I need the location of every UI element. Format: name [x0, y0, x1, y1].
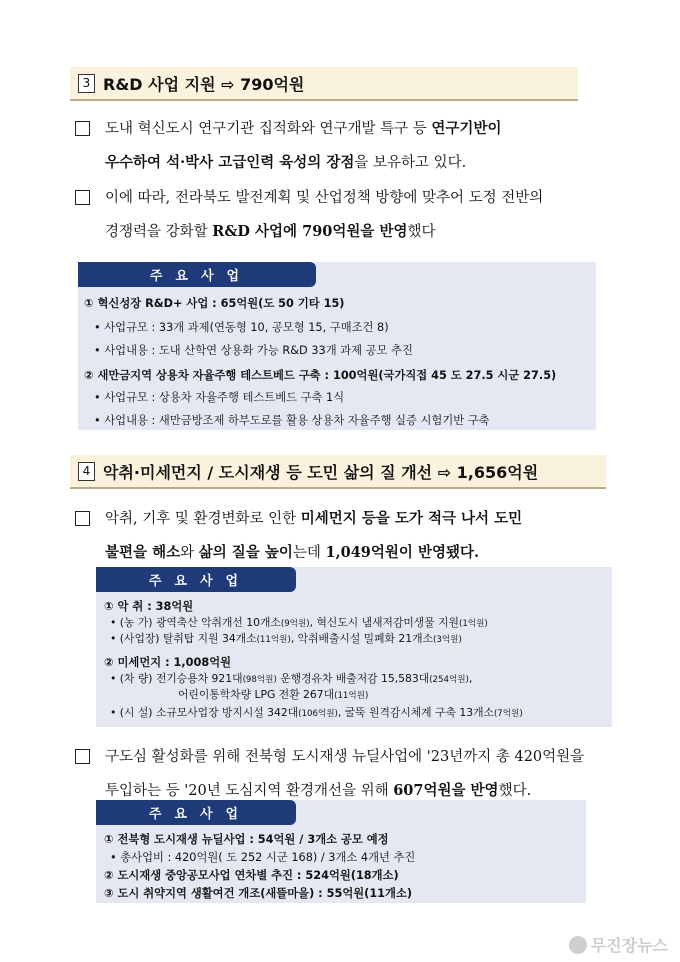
square-bullet-icon — [75, 511, 90, 526]
project-detail — [110, 631, 462, 646]
section3-number: 3 — [78, 74, 95, 93]
text-run: • (농 가) 광역축산 악취개선 10개소 — [110, 616, 281, 629]
text-run: , 악취배출시설 밀폐화 21개소 — [290, 632, 434, 645]
section4-main-projects-panel-2 — [96, 800, 586, 903]
amount-note: (9억원) — [280, 619, 310, 629]
bold-run: R&D 사업에 790억원을 반영 — [212, 223, 408, 240]
project-detail — [110, 615, 488, 630]
bold-run: 607억원을 반영 — [393, 782, 499, 799]
text-run: 을 보유하고 있다. — [354, 155, 467, 171]
paragraph-line: 이에 따라, 전라북도 발전계획 및 산업정책 방향에 맞추어 도정 전반의 — [105, 190, 544, 206]
project-detail — [110, 705, 523, 720]
text-run: 도내 혁신도시 연구기관 집적화와 연구개발 특구 등 — [105, 121, 432, 137]
paragraph-line — [75, 215, 620, 249]
section4-number: 4 — [78, 462, 95, 481]
bold-run: 미세먼지 등을 도가 적극 나서 도민 — [300, 510, 523, 527]
project-detail: • 사업내용 : 도내 산학연 상용화 가능 R&D 33개 과제 공모 추진 — [94, 344, 413, 357]
text-run: 악취, 기후 및 환경변화로 인한 — [105, 511, 301, 527]
project-heading: ① 전북형 도시재생 뉴딜사업 : 54억원 / 3개소 공모 예정 — [104, 833, 389, 846]
amount-note: (11억원) — [256, 635, 291, 645]
project-detail: • 사업규모 : 상용차 자율주행 테스트베드 구축 1식 — [94, 391, 345, 404]
project-detail — [178, 687, 368, 702]
amount-note: (98억원) — [242, 675, 277, 685]
project-heading: ② 미세먼지 : 1,008억원 — [104, 656, 232, 669]
section3-header — [70, 67, 578, 101]
section3-main-projects-panel — [78, 262, 596, 430]
bold-run: 우수하여 석·박사 고급인력 육성의 장점 — [105, 154, 355, 171]
watermark-text: 무진장뉴스 — [590, 936, 668, 955]
text-run: , 혁신도시 냄새저감미생물 지원 — [309, 616, 459, 629]
bold-run: 1,049억원이 반영됐다. — [325, 544, 480, 561]
text-run: 했다. — [498, 783, 532, 799]
section4-title: 악취·미세먼지 / 도시재생 등 도민 삶의 질 개선 ⇨ 1,656억원 — [103, 462, 539, 482]
amount-note: (1억원) — [458, 619, 488, 629]
panel-title: 주요사업 — [96, 800, 296, 825]
project-heading: ② 도시재생 중앙공모사업 연차별 추진 : 524억원(18개소) — [104, 869, 399, 882]
project-heading: ② 새만금지역 상용차 자율주행 테스트베드 구축 : 100억원(국가직접 45 도 27.5 시군 27.5) — [84, 369, 557, 382]
paragraph-line — [75, 502, 620, 536]
square-bullet-icon — [75, 190, 90, 205]
text-run: 운행경유차 배출저감 15,583대 — [276, 672, 430, 685]
paragraph-line — [75, 112, 620, 146]
text-run: • (사업장) 탈취탑 지원 34개소 — [110, 632, 257, 645]
square-bullet-icon — [75, 121, 90, 136]
project-detail: • 사업내용 : 새만금방조제 하부도로를 활용 상용차 자율주행 실증 시험기반 구축 — [94, 414, 490, 427]
section3-paragraph-1 — [75, 112, 620, 180]
section4-paragraph-2 — [75, 740, 635, 808]
project-detail — [110, 671, 472, 686]
text-run: 했다 — [407, 224, 436, 240]
text-run: , 굴뚝 원격감시체계 구축 13개소 — [337, 706, 494, 719]
amount-note: (7억원) — [493, 709, 523, 719]
project-detail: • 사업규모 : 33개 과제(연동형 10, 공모형 15, 구매조건 8) — [94, 321, 389, 334]
news-watermark — [569, 933, 668, 956]
amount-note: (3억원) — [433, 635, 462, 645]
amount-note: (254억원) — [429, 675, 469, 685]
bold-run: 삶의 질을 높이 — [198, 544, 293, 561]
paragraph-line: 구도심 활성화를 위해 전북형 도시재생 뉴딜사업에 '23년까지 총 420억원을 — [105, 749, 585, 765]
square-bullet-icon — [75, 749, 90, 764]
panel-title: 주요사업 — [96, 567, 296, 592]
section4-paragraph-1 — [75, 502, 620, 570]
text-run: 는데 — [292, 545, 326, 561]
section4-main-projects-panel-1 — [96, 567, 612, 727]
paragraph-line — [75, 536, 620, 570]
amount-note: (11억원) — [334, 691, 369, 701]
bold-run: 연구기반이 — [431, 120, 502, 137]
panel-title: 주요사업 — [78, 262, 316, 287]
section3-paragraph-2 — [75, 181, 620, 249]
amount-note: (106억원) — [298, 709, 338, 719]
text-run: , — [468, 672, 473, 685]
text-run: 와 — [180, 545, 199, 561]
text-run: • (차 량) 전기승용차 921대 — [110, 672, 243, 685]
text-run: 경쟁력을 강화할 — [105, 224, 213, 240]
text-run: 어린이통학차량 LPG 전환 267대 — [178, 688, 335, 701]
section4-header — [70, 455, 606, 489]
project-heading: ① 혁신성장 R&D+ 사업 : 65억원(도 50 기타 15) — [84, 297, 345, 310]
text-run: • (시 설) 소규모사업장 방지시설 342대 — [110, 706, 299, 719]
project-heading: ③ 도시 취약지역 생활여건 개조(새뜰마을) : 55억원(11개소) — [104, 887, 413, 900]
project-detail: • 총사업비 : 420억원( 도 252 시군 168) / 3개소 4개년 추진 — [110, 851, 416, 864]
bold-run: 불편을 해소 — [105, 544, 181, 561]
project-heading: ① 악 취 : 38억원 — [104, 600, 194, 613]
paragraph-line — [75, 146, 620, 180]
watermark-logo-icon — [569, 936, 587, 954]
section3-title: R&D 사업 지원 ⇨ 790억원 — [103, 74, 305, 94]
text-run: 투입하는 등 '20년 도심지역 환경개선을 위해 — [105, 783, 394, 799]
